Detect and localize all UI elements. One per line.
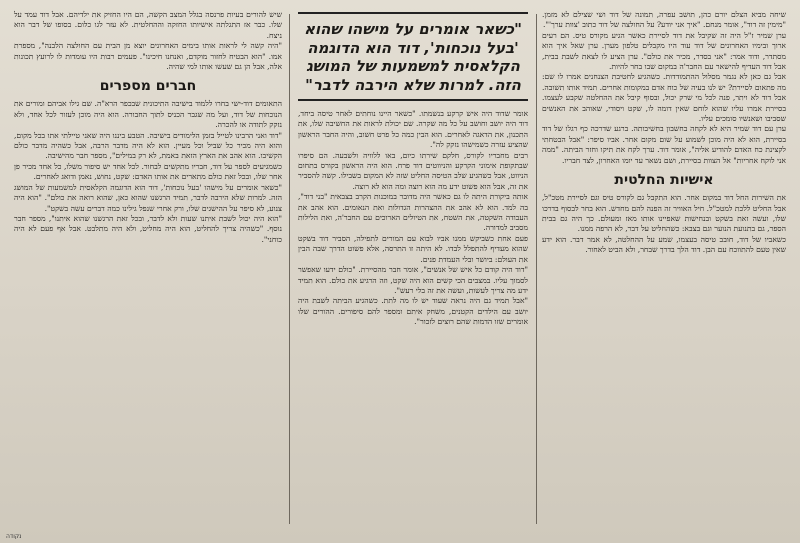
paragraph: שיחה מביא הצלם יורם כהן, תושב עפרה, תמונה של דוד ושי שצילם לא מזמן. "מימין זה דוד", אומר מנחם. "איך אני יודע? על החולצה של דוד כתוב 'צוות ערך'". <box>542 10 786 30</box>
paragraph: שיש להורים בעיות פרנסה בגלל המצב הקשה, הם היו החזיק את ילדיהם. אבל דוד עמד על שלו. כבר אז התגלתה אישיותו החזקה וההחלטית. לא עזר לגו כלום. בסופו של דבר הוא ניצח. <box>14 10 282 40</box>
article-column-left <box>14 10 282 530</box>
paragraph: ערן עם דוד שמיר היא לא לקחה בחשבון בחשיבותה. ברגע שדרכה כף רגלו של דוד בסיירת, הוא לא היה מוכן לשמוע על שום מקום אחר. אביו סיפר: "אבל הבטחתי לקצינת כח האדם להודיע אליה", אומר דוד. ערך לקח את תיקו וחזר הביתה. "ממה אני לוקח אחריות" אל הצוות בסיירת, ושם נשאר עד יומו האחרון, לצד חבריו. <box>542 124 786 165</box>
column-divider <box>289 14 290 524</box>
section-heading-friends-tell: חברים מספרים <box>99 78 197 95</box>
paragraph: "כשאר אומרים על מישהו 'בעל נוכחות', דוד הוא הדוגמה הקלאסית למשמעות של המושג הזה. למרות שלא הירבה לדבר, תמיד הרגשנו שהוא כאן, שהוא רואה את כולם". "הוא היה צנוע, לא סיפר על ההישגים שלו, ורק אחרי שנפל גילינו כמה דברים עשה בשקט". <box>14 182 282 213</box>
paragraph: אומר שדוד היה איש קרקע בנשמתו. "כשאר היינו נוחתים לאחר טיסה ביחד, דוד היה יושב וחושב על כל מה שקרה. שם יכולת לראות את החשיבה שלו, את התכנון, את הדאגה לאחרים. הוא הבין כמה כל פרט חשוב, והיה החבר הראשון שהציע עזרה כשמישהו נזקק לה". <box>298 109 528 150</box>
pull-quote: "כשאר אומרים על מישהו שהוא 'בעל נוכחות', דוד הוא הדוגמה הקלאסית למשמעות של המושג הזה. למרות שלא הירבה לדבר" <box>298 12 528 101</box>
paragraph: כשמגיעים לספר על דוד, חבריו מתקשים לבחור. לכל אחד יש סיפור משלו, כל אחד מכיר פן אחר שלו, ובכל זאת כולם מתארים את אותו האדם: שקט, נחוש, נאמן ודואג לאחרים. <box>14 161 282 182</box>
paragraph: "אבל תמיד גם היה נראה שעוד יש לו מה לתת. כשהגיע הביתה לשבת היה יושב עם הילדים הקטנים, משחק איתם ומספר להם סיפורים. ההורים שלו אומרים שזו הדמות שהם רוצים לזכור". <box>298 296 528 327</box>
paragraph: ערן שמיר ז"ל היה זה שקיבל את דוד לסיירת כאשר הגיע מקורס טיס. הם רעים ארוך ובימיו האחרונים של דוד עוד היו מקבלים טלפון מערן. ערן שאל איך הוא מסתדר, ודוד אמר: "אני בסדר, מכיר את כולם". ערן הציע לו לצאת לשבת בבית, אבל דוד העדיף להישאר עם החבר'ה במקום שבו בחר להיות. <box>542 30 786 72</box>
paragraph: את השירות החל דוד במקום אחר. הוא התקבל גם לקורס טיס וגם לסיירת מטכ"ל, אבל החליט ללכת למטכ"ל. חיל האוויר זה הפנה להם מחדש. הוא בחר לבסוף בדרכו שלו, ועשה זאת בשקט ובנחישות שאפיינו אותו מאז ומעולם. כך היה גם בבית הספר, גם בתנועת הנוער וגם בצבא: כשהחליט על דבר, לא הרפה ממנו. <box>542 193 786 234</box>
article-column-right <box>542 10 786 530</box>
paragraph: התאומים דוד-ישי בחרו ללמוד בישיבה התיכונית שבכפר הרא"ה. שם גילו אביהם ומורים את הנוכחות של דוד, ועל מה שגבר הכניס לתוך החבורה. הוא היה מוכן לעזור לכל אחד, ולא נזקק לתודה או להכרה. <box>14 99 282 130</box>
paragraph: אבל גם כאן לא נגמר מסלול ההתמודדות. כשהגיע לחטיבת הצנחנים אמרו לו שם: מה פתאום לסיירת? יש לנו בעיה של כוח אדם במקומות אחרים. תמיד אותו תשובה. אבל דוד לא ויתר, פנה לכל מי שרק יכול, ובסוף קיבל את ההחלטה שקבע לעצמו. בסיירת אמרו עליו שהוא לוחם שאין דומה לו, שקט ויסודי, שאוהב את האנשים שסביבו ושאנשיו סומכים עליו. <box>542 72 786 124</box>
paragraph: פעם אחת כשביקש ממנו אביו לבוא עם המורים לתפילה, הסביר דוד בשקט שהוא מעדיף להתפלל לבדו. לא היתה זו התרסה, אלא פשוט הדרך שבה הבין את העולם: ביושר ובלי העמדת פנים. <box>298 233 528 264</box>
column-divider <box>536 14 537 524</box>
page-footer-mark: נקודה <box>6 533 22 540</box>
paragraph: רבים מחבריו לקורס, חלקם שירתו כיום, באו ללוויה ולשבעה. הם סיפרו שבתקופת אימוני הקרקע והניווטים דוד פרח. הוא היה הראשון בקורס בתחום הניווט, אבל כשהגיע שלב הטיסה החליט שזה לא המקום בשבילו. קשה להסביר את זה, אבל הוא פשוט ידע מה הוא רוצה ומה הוא לא רוצה. <box>298 150 528 191</box>
section-heading-decisive-personality: אישיות החלטית <box>614 172 714 189</box>
paragraph: כשאביו של דוד, חובב טיסה בעצמו, שמע על ההחלטה, לא אמר דבר. הוא ידע שאין טעם להתווכח עם הבן. דוד הלך בדרך שבחר, ולא הביט לאחור. <box>542 234 786 255</box>
paragraph: "הוא היה יכול לשבת איתנו שעות ולא לדבר, ובכל זאת הרגשנו שהוא איתנו", מספר חבר נוסף. "כשהיה צריך להחליט, הוא היה מחליט, ולא היה מתלבט. אבל אף פעם לא היה כוחני". <box>14 213 282 244</box>
paragraph: "דוד היה קודם כל איש של אנשים", אומר חבר מהסיירת. "כולם ידעו שאפשר לסמוך עליו. במצבים הכי קשים הוא היה שקט, וזה הרגיע את כולם. הוא תמיד ידע מה צריך לעשות, ועשה את זה בלי רעש". <box>298 265 528 295</box>
paragraph: "דוד ואני הרבינו לטייל בזמן הלימודים בישיבה. הטבע ביננו היה שאני טיילתי אתו בכל מקום, והוא היה מכיר כל שביל וכל מעיין. הוא לא היה מדבר הרבה, אבל כשהיה מדבר כולם הקשיבו. הוא אהב את הארץ הזאת באמת, לא רק במילים", מספר חבר מהישיבה. <box>14 130 282 161</box>
paragraph: אותה ביקורת היתה לו גם כאשר היה מדובר במוכנות הקרב בצבאית "בני דוד", בה למד. הוא לא אהב את ההצהרות הגדולות ואת הנאומים. הוא אהב את העבודה השקטה, את השטח, את הטיולים הארוכים עם החבר'ה, ואת הלילות מסביב למדורה. <box>298 192 528 233</box>
paragraph: "היה קשה לי לראות אותו בימים האחרונים יוצא מן הבית עם החולצה הלבנה", מספרת אמו. "הוא הבטיח לחזור מוקדם, ואנחנו חיכינו". פעמים רבות היו עומדות לו לרועץ תכונות אלה, אבל הן גם שעשו אותו למי שהיה. <box>14 41 282 72</box>
article-column-middle <box>298 10 528 530</box>
